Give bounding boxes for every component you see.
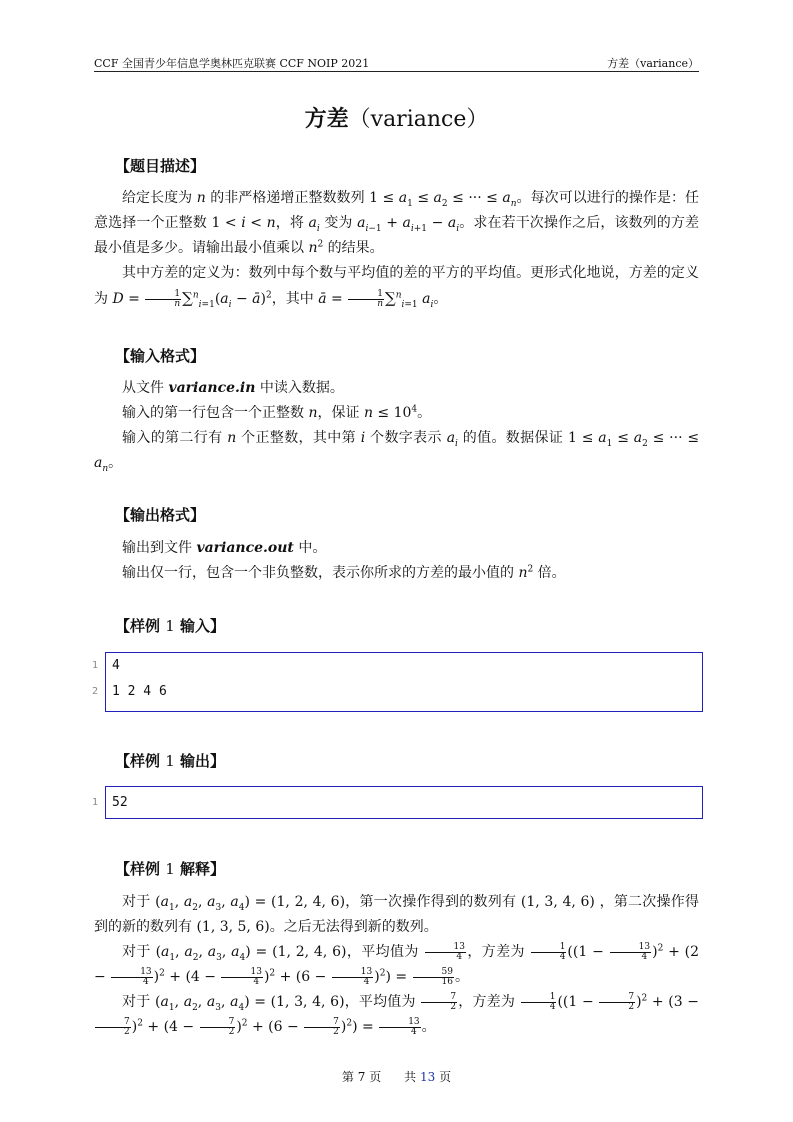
description-paragraph-2: 其中方差的定义为：数列中每个数与平均值的差的平方的平均值。更形式化地说，方差的定义为 D = $\frac{1}{n}$ $\sum^n_{i=1}(a_i$ − ā)$^2$，其中 ā = $\frac{1}{n}$ ∑$^n_{i=1}$ $a_i$。 [94,265,699,310]
line-number: 1 [91,797,98,808]
output-format-line-1: 输出到文件 variance.out 中。 [122,540,327,556]
section-sample-explain-heading: 【样例 1 解释】 [115,860,226,878]
input-file-name: variance.in [168,380,256,396]
header-right-title: 方差（variance） [607,57,699,70]
output-format-body [94,536,699,586]
input-format-line-3: 输入的第二行有 n 个正整数，其中第 i 个数字表示 $a_i$ 的值。数据保证 $1 \le a_1 \le a_2$ ≤ ··· ≤ $a_n$。 [94,430,700,474]
code-line [91,679,702,705]
explain-paragraph-3: 对于 ($a_1$, $a_2$, $a_3$, $a_4) = (1$, 3, 4, 6)，平均值为 $\frac{7}{2}$ ，方差为 $\frac{1}{4}$ ((1 − $\frac{7}{2}$ )$^2$ + (3 − $\frac{7}{2}$ )$^2$ + (4 − $\frac{7}{2}$ )$^2$ + (6 − $\frac{7}{2}$ )$^2$) = $\frac{13}{4}$ 。 [94,990,699,1040]
section-input-format-heading: 【输入格式】 [115,347,206,365]
section-sample-output-heading: 【样例 1 输出】 [115,752,226,770]
page-footer: 第 7 页 共 13 页 [341,1070,452,1084]
explain-paragraph-2: 对于 ($a_1$, $a_2$, $a_3$, $a_4) = (1$, 2, 4, 6)，平均值为 $\frac{13}{4}$ ，方差为 $\frac{1}{4}$ ((1 − $\frac{13}{4}$ )$^2$ + (2 − $\frac{13}{4}$ )$^2$ + (4 − $\frac{13}{4}$ )$^2$ + (6 − $\frac{13}{4}$ )$^2$) = $\frac{59}{16}$ 。 [94,941,700,987]
explain-body [94,890,699,1040]
section-sample-input-heading: 【样例 1 输入】 [115,617,226,635]
sample-output-box [91,786,703,819]
description-body [94,186,699,312]
code-line [91,787,702,818]
code-line [91,653,702,679]
sample-input-box [91,652,703,712]
input-format-line-2: 输入的第一行包含一个正整数 n，保证 $n \le 10^4$。 [122,404,432,421]
section-output-format-heading: 【输出格式】 [115,506,206,524]
description-paragraph-1: 给定长度为 n 的非严格递增正整数数列 $1 \le a_1 \le a_2$ ≤ ··· ≤ $a_n$。每次可以进行的操作是：任意选择一个正整数 1 < i < n，将 $a_i$ 变为 $a_{i-1} + a_{i+1} - a_i$。求在若干次操作之后，该数列的方差最小值是多少。请输出最小值乘以 $n^2$ 的结果。 [94,190,700,256]
header-rule [94,71,699,72]
total-pages-link[interactable]: 13 [419,1070,436,1084]
code-text: 1 2 4 6 [112,684,167,699]
output-format-line-2: 输出仅一行，包含一个非负整数，表示你所求的方差的最小值的 $n^2$ 倍。 [122,564,566,581]
code-text: 4 [112,658,120,673]
input-format-line-1: 从文件 variance.in 中读入数据。 [122,380,344,396]
line-number: 1 [91,660,98,671]
output-file-name: variance.out [196,540,294,556]
title-en: （variance） [348,107,489,132]
page-number: 7 [357,1070,366,1084]
line-number: 2 [91,686,98,697]
input-format-body [94,376,699,476]
code-text: 52 [112,795,128,810]
explain-paragraph-1: 对于 ($a_1$, $a_2$, $a_3$, $a_4) = (1$, 2, 4, 6)，第一次操作得到的数列有 (1, 3, 4, 6) ，第二次操作得到的新的数列有 (1, 3, 5, 6)。之后无法得到新的数列。 [94,894,700,935]
page-title [0,102,793,133]
section-description-heading: 【题目描述】 [115,157,206,175]
header-left-title: CCF 全国青少年信息学奥林匹克联赛 CCF NOIP 2021 [94,57,370,70]
title-cn: 方差 [304,107,349,132]
